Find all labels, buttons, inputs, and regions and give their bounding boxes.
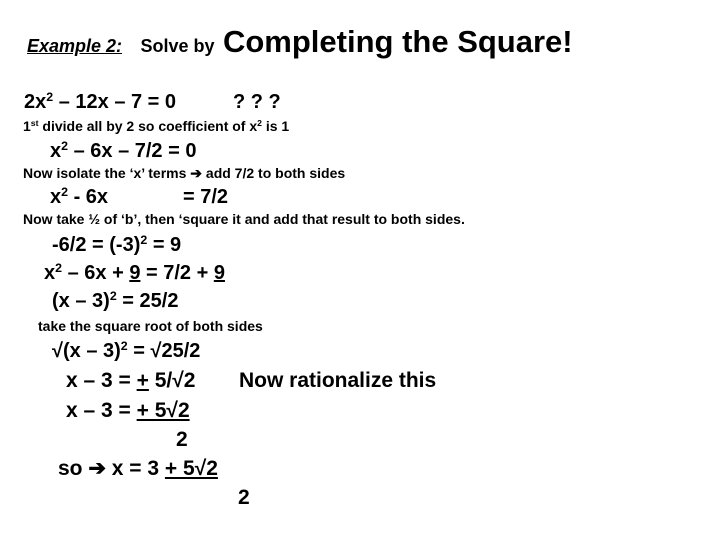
- root-result-equation: x – 3 = + 5/√2: [66, 369, 196, 392]
- rationalize-note: Now rationalize this: [239, 369, 437, 392]
- final-answer: so ➔ x = 3 + 5√2: [58, 457, 218, 480]
- factored-equation: (x – 3)$^2$ = 25/2: [52, 289, 179, 312]
- solve-by-text: Solve by: [140, 36, 215, 56]
- final-denominator: 2: [238, 486, 250, 509]
- example-label: Example 2:: [27, 36, 123, 56]
- method-title: Completing the Square!: [222, 24, 573, 59]
- arrow-icon: ➔: [88, 457, 106, 480]
- square-root-equation: √(x – 3)$^2$ = √25/2: [52, 339, 201, 362]
- arrow-icon: ➔: [190, 165, 203, 181]
- question-marks: ? ? ?: [233, 91, 281, 113]
- divided-equation: $x^2 - 6x - 7/2 = 0$: [50, 139, 197, 162]
- original-equation: $2x^2 - 12x - 7 = 0$: [24, 90, 177, 113]
- rationalized-equation: x – 3 = + 5√2: [66, 399, 190, 422]
- step-divide-text: 1st divide all by 2 so coefficient of $x^2$ is 1: [23, 118, 290, 134]
- step-square-root-text: take the square root of both sides: [38, 318, 263, 334]
- step-half-b-text: Now take ½ of ‘b’, then ‘square it and add that result to both sides.: [23, 211, 465, 227]
- title-line: [27, 26, 573, 57]
- rationalized-denominator: 2: [176, 428, 188, 451]
- completed-square-equation: $x^2 - 6x + 9 = 7/2 + 9$: [44, 261, 225, 284]
- isolated-equation-left: $x^2 - 6x$: [50, 185, 109, 208]
- step-isolate-text: Now isolate the ‘x’ terms ➔ add 7/2 to both sides: [23, 165, 346, 181]
- isolated-equation-right: = 7/2: [183, 186, 229, 208]
- half-b-equation: $-6/2 = (-3)^2 = 9$: [52, 233, 182, 256]
